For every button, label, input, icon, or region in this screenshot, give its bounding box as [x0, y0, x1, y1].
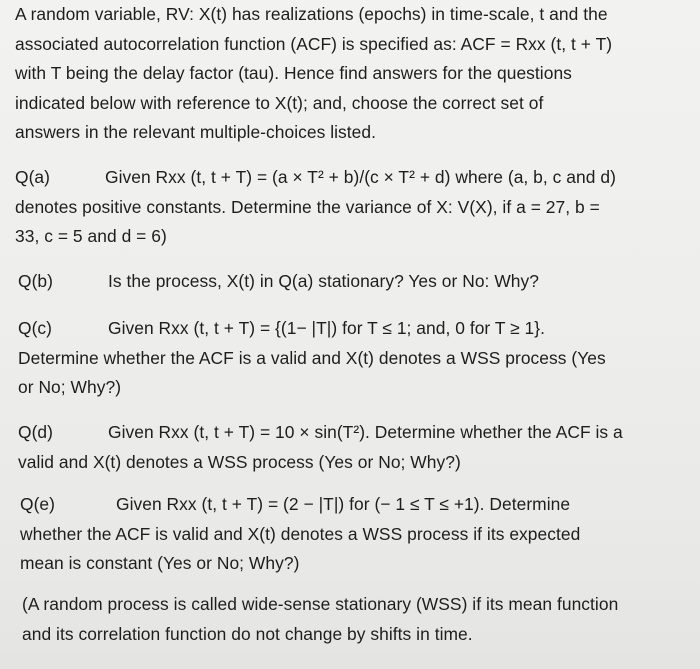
question-line: denotes positive constants. Determine the variance of X: V(X), if a = 27, b = [15, 196, 600, 217]
question-label: Q(a) [15, 167, 50, 187]
intro-line: associated autocorrelation function (ACF) is specified as: ACF = Rxx (t, t + T) [15, 33, 613, 54]
question-text: Given Rxx (t, t + T) = (a × T² + b)/(c × T² + d) where (a, b, c and d) [105, 167, 616, 187]
question-line: mean is constant (Yes or No; Why?) [20, 553, 300, 573]
question-e-first-line [20, 490, 696, 520]
question-a [15, 163, 691, 252]
question-c [18, 314, 694, 403]
question-line: or No; Why?) [18, 377, 122, 397]
note-line: (A random process is called wide-sense stationary (WSS) if its mean function [22, 594, 619, 614]
question-line: 33, c = 5 and d = 6) [15, 226, 167, 246]
problem-intro [15, 0, 691, 148]
note-line: and its correlation function do not change by shifts in time. [22, 623, 473, 644]
question-text: Given Rxx (t, t + T) = {(1− |T|) for T ≤ 1; and, 0 for T ≥ 1}. [108, 318, 546, 338]
question-text: Given Rxx (t, t + T) = 10 × sin(T²). Determine whether the ACF is a [108, 422, 623, 442]
intro-line: answers in the relevant multiple-choices listed. [15, 122, 377, 142]
question-d [18, 418, 694, 477]
question-line: Determine whether the ACF is a valid and X(t) denotes a WSS process (Yes [18, 347, 606, 368]
question-line: whether the ACF is valid and X(t) denotes a WSS process if its expected [20, 523, 581, 544]
question-line: valid and X(t) denotes a WSS process (Yes or No; Why?) [18, 451, 461, 472]
question-e [20, 490, 696, 579]
question-b-first-line [18, 267, 694, 297]
question-text: Given Rxx (t, t + T) = (2 − |T|) for (− 1 ≤ T ≤ +1). Determine [116, 494, 571, 514]
question-label: Q(e) [20, 494, 55, 514]
wss-definition-note [22, 590, 698, 649]
intro-line: A random variable, RV: X(t) has realizations (epochs) in time-scale, t and the [15, 4, 608, 24]
question-c-first-line [18, 314, 694, 344]
question-label: Q(d) [18, 422, 53, 442]
intro-line: with T being the delay factor (tau). Hence find answers for the questions [15, 63, 572, 83]
question-b [18, 267, 694, 297]
question-label: Q(b) [18, 271, 53, 291]
question-d-first-line [18, 418, 694, 448]
question-text: Is the process, X(t) in Q(a) stationary? Yes or No: Why? [108, 271, 539, 291]
question-label: Q(c) [18, 318, 53, 338]
question-a-first-line [15, 163, 691, 193]
intro-line: indicated below with reference to X(t); and, choose the correct set of [15, 92, 544, 113]
